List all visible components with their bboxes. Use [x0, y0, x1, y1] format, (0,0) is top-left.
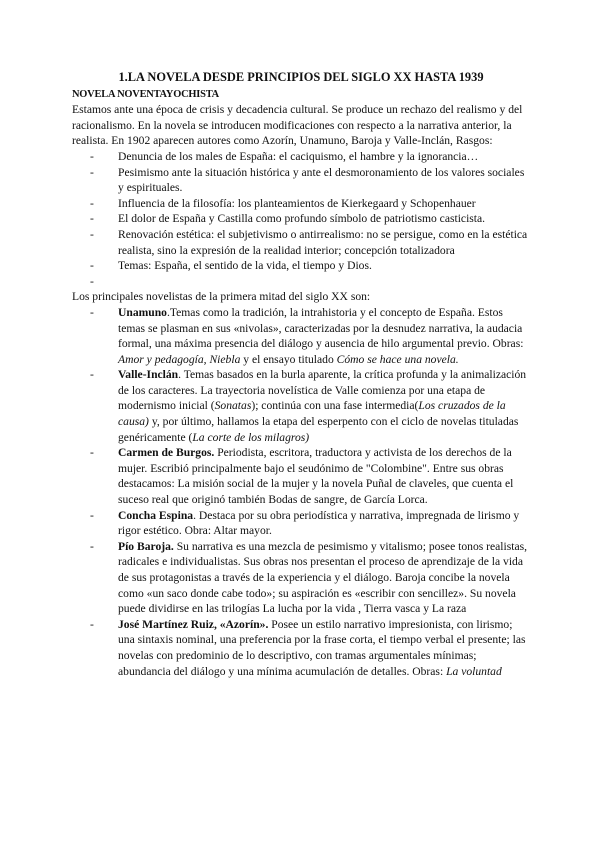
- author-text: . Destaca por su obra periodística y narrativa, impregnada de lirismo y rigor estético. Obra: Altar mayor.: [118, 508, 520, 538]
- section-heading: NOVELA NOVENTAYOCHISTA: [72, 88, 219, 100]
- author-text: ); continúa con una fase intermedia(: [251, 399, 419, 413]
- author-name: Valle-Inclán: [118, 368, 179, 382]
- author-text: Posee un estilo narrativo impresionista, con lirismo; una sintaxis nominal, una preferencia por la frase corta, el tiempo verbal el presente; las novelas con predominio de lo descriptivo, con tramas argumentales mínimas; abundancia del diálogo y una mínima acumulación de detalles. Obras:: [118, 617, 526, 678]
- novelist-item-baroja: [118, 539, 530, 617]
- author-text: Periodista, escritora, traductora y activista de los derechos de la mujer. Escribió principalmente bajo el seudónimo de "Colombine". Entre sus obras destacamos: La misión social de la mujer y la novela Puñal de claveles, que cuenta el suceso real que originó también Bodas de sangre, de García Lorca.: [118, 446, 514, 507]
- author-text: Su narrativa es una mezcla de pesimismo y vitalismo; posee tonos realistas, radicales e individualistas. Sus obras nos presentan el proceso de aprendizaje de la vida de sus protagonistas a través de la experiencia y el diálogo. Baroja concibe la novela como «un saco donde cabe todo»; su aspiración es «escribir con sencillez». Su novela puede dividirse en las trilogías La lucha por la vida , Tierra vasca y La raza: [118, 539, 528, 616]
- list-item: - Denuncia de los males de España: el caciquismo, el hambre y la ignorancia…: [118, 149, 530, 165]
- author-text: y el ensayo titulado: [240, 352, 337, 366]
- work-title: Cómo se hace una novela.: [336, 352, 459, 366]
- list-item: - Temas: España, el sentido de la vida, el tiempo y Dios.: [118, 258, 530, 274]
- list-item: - Pesimismo ante la situación histórica y ante el desmoronamiento de los valores sociales y espirituales.: [118, 165, 530, 196]
- author-text: . Temas basados en la burla aparente, la crítica profunda y la animalización de los caracteres. La trayectoria novelística de Valle comienza por una etapa de modernismo inicial (: [118, 368, 527, 413]
- work-title: La corte de los milagros): [192, 430, 310, 444]
- author-name: Concha Espina: [118, 508, 194, 522]
- novelist-item-unamuno: [118, 305, 530, 367]
- work-title: La voluntad: [446, 664, 502, 678]
- author-text: y, por último, hallamos la etapa del esperpento con el ciclo de novelas tituladas genéricamente (: [118, 415, 519, 444]
- novelist-item-azorin: [118, 617, 530, 679]
- intro-paragraph: Estamos ante una época de crisis y decadencia cultural. Se produce un rechazo del realismo y del racionalismo. En la novela se introducen modificaciones con respecto a la narrativa anterior, la realista. En 1902 aparecen autores como Azorín, Unamuno, Baroja y Valle-Inclán, Rasgos:: [72, 103, 523, 148]
- novelists-list: [72, 305, 530, 679]
- novelist-item-valle: [118, 367, 530, 445]
- work-title: Amor y pedagogía, Niebla: [118, 352, 241, 366]
- page-title: 1.LA NOVELA DESDE PRINCIPIOS DEL SIGLO XX HASTA 1939: [118, 70, 484, 84]
- list-item: - Renovación estética: el subjetivismo o antirrealismo: no se persigue, como en la estética realista, sino la expresión de la realidad interior; concepción totalizadora: [118, 227, 530, 258]
- list-item-empty: [118, 274, 530, 290]
- work-title: Los cruzados de la causa): [118, 399, 506, 429]
- novelists-intro: Los principales novelistas de la primera mitad del siglo XX son:: [72, 290, 371, 304]
- author-name: Pío Baroja.: [118, 539, 174, 553]
- list-item: - El dolor de España y Castilla como profundo símbolo de patriotismo casticista.: [118, 211, 530, 227]
- rasgos-list: [72, 149, 530, 289]
- author-name: José Martínez Ruiz, «Azorín».: [118, 617, 269, 631]
- novelist-item-concha: [118, 508, 530, 539]
- author-name: Carmen de Burgos.: [118, 446, 215, 460]
- author-text: .Temas como la tradición, la intrahistoria y el concepto de España. Estos temas se plasman en sus «nivolas», caracterizadas por la desnudez narrativa, la audacia formal, una máxima presencia del diálogo y ausencia de hilo argumental previo. Obras:: [118, 305, 524, 351]
- list-item: - Influencia de la filosofía: los planteamientos de Kierkegaard y Schopenhauer: [118, 196, 530, 212]
- work-title: Sonatas: [214, 399, 252, 413]
- author-name: Unamuno: [118, 305, 167, 319]
- novelist-item-carmen: [118, 445, 530, 507]
